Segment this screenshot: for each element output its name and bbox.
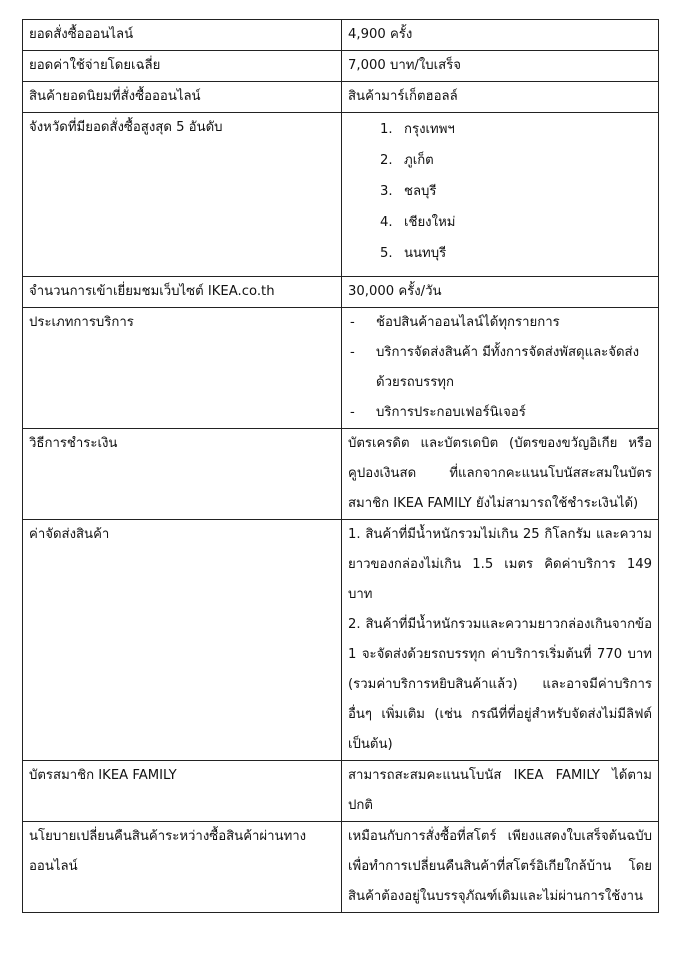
- shipping-rule-2: 2. สินค้าที่มีน้ำหนักรวมและความยาวกล่องเกินจากข้อ 1 จะจัดส่งด้วยรถบรรทุก ค่าบริการเริ่มต้นที่ 770 บาท (รวมค่าบริการหยิบสินค้าแล้ว) และอาจมีค่าบริการอื่นๆ เพิ่มเติม (เช่น กรณีที่ที่อยู่สำหรับจัดส่งไม่มีลิฟต์ เป็นต้น): [348, 617, 652, 752]
- list-item: 4. เชียงใหม่: [380, 215, 456, 230]
- row-value: สินค้ามาร์เก็ตฮอลล์: [342, 82, 659, 113]
- row-label: จังหวัดที่มียอดสั่งซื้อสูงสุด 5 อันดับ: [23, 113, 342, 277]
- row-value: 4,900 ครั้ง: [342, 20, 659, 51]
- ikea-online-info-table: [22, 19, 659, 913]
- list-item: 2. ภูเก็ต: [380, 153, 434, 168]
- row-label: นโยบายเปลี่ยนคืนสินค้าระหว่างซื้อสินค้าผ่านทางออนไลน์: [23, 822, 342, 913]
- row-value: 30,000 ครั้ง/วัน: [342, 277, 659, 308]
- row-value: [342, 308, 659, 429]
- row-value: [342, 113, 659, 277]
- row-label: จำนวนการเข้าเยี่ยมชมเว็บไซต์ IKEA.co.th: [23, 277, 342, 308]
- table-row: [23, 277, 659, 308]
- table-row: [23, 822, 659, 913]
- list-item: 3. ชลบุรี: [380, 184, 437, 199]
- row-label: ค่าจัดส่งสินค้า: [23, 520, 342, 761]
- row-value: [342, 520, 659, 761]
- row-label: ยอดค่าใช้จ่ายโดยเฉลี่ย: [23, 51, 342, 82]
- table-row: [23, 113, 659, 277]
- service-list: [348, 308, 652, 428]
- row-value: บัตรเครดิต และบัตรเดบิต (บัตรของขวัญอิเกีย หรือคูปองเงินสด ที่แลกจากคะแนนโบนัสสะสมในบัตรสมาชิก IKEA FAMILY ยังไม่สามารถใช้ชำระเงินได้): [342, 429, 659, 520]
- list-item: - บริการประกอบเฟอร์นิเจอร์: [350, 405, 526, 420]
- table-row: [23, 308, 659, 429]
- shipping-rule-1: 1. สินค้าที่มีน้ำหนักรวมไม่เกิน 25 กิโลกรัม และความยาวของกล่องไม่เกิน 1.5 เมตร คิดค่าบริการ 149 บาท: [348, 527, 652, 602]
- table-row: [23, 82, 659, 113]
- list-item: - บริการจัดส่งสินค้า มีทั้งการจัดส่งพัสดุและจัดส่งด้วยรถบรรทุก: [350, 345, 640, 390]
- row-label: ประเภทการบริการ: [23, 308, 342, 429]
- table-row: [23, 51, 659, 82]
- row-label: ยอดสั่งซื้อออนไลน์: [23, 20, 342, 51]
- table-row: [23, 761, 659, 822]
- table-row: [23, 20, 659, 51]
- table-row: [23, 520, 659, 761]
- table-row: [23, 429, 659, 520]
- row-label: บัตรสมาชิก IKEA FAMILY: [23, 761, 342, 822]
- row-value: 7,000 บาท/ใบเสร็จ: [342, 51, 659, 82]
- list-item: - ช้อปสินค้าออนไลน์ได้ทุกรายการ: [350, 315, 560, 330]
- list-item: 1. กรุงเทพฯ: [380, 122, 455, 137]
- row-value: เหมือนกับการสั่งซื้อที่สโตร์ เพียงแสดงใบเสร็จต้นฉบับ เพื่อทำการเปลี่ยนคืนสินค้าที่สโตร์อิเกียใกล้บ้าน โดยสินค้าต้องอยู่ในบรรจุภัณฑ์เดิมและไม่ผ่านการใช้งาน: [342, 822, 659, 913]
- row-label: สินค้ายอดนิยมที่สั่งซื้อออนไลน์: [23, 82, 342, 113]
- list-item: 5. นนทบุรี: [380, 246, 447, 261]
- row-label: วิธีการชำระเงิน: [23, 429, 342, 520]
- province-list: [348, 115, 652, 270]
- row-value: สามารถสะสมคะแนนโบนัส IKEA FAMILY ได้ตามปกติ: [342, 761, 659, 822]
- document-sheet: [22, 19, 658, 913]
